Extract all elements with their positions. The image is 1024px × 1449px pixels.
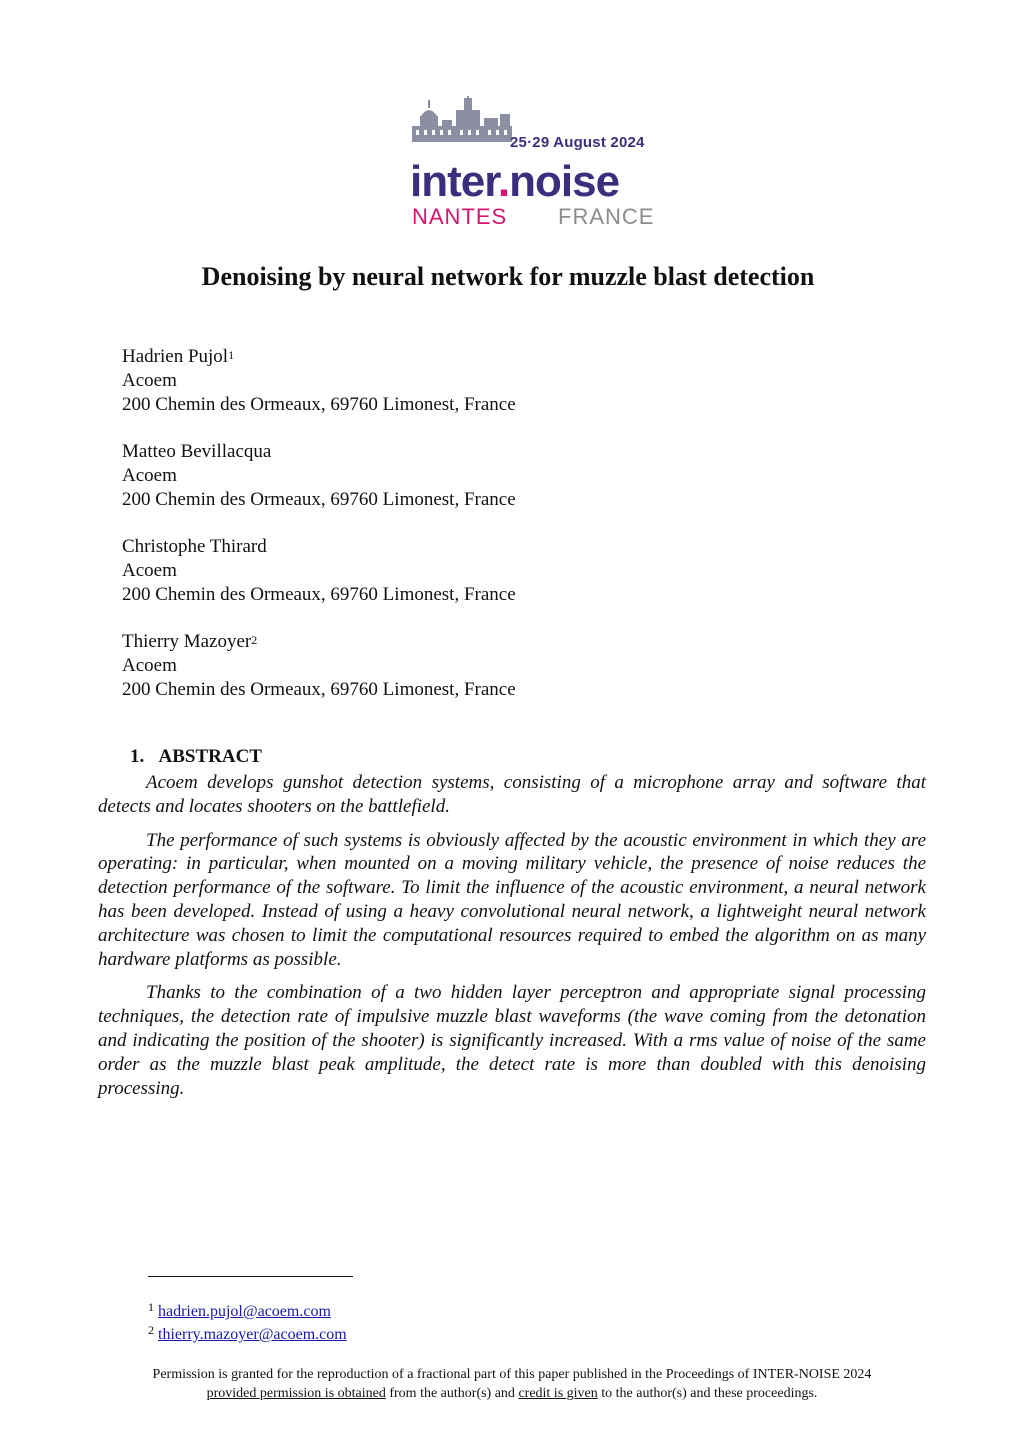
email-link[interactable]: hadrien.pujol@acoem.com xyxy=(158,1303,331,1320)
abstract-body xyxy=(98,771,926,1110)
section-number: 1. xyxy=(130,746,145,767)
author-address: 200 Chemin des Ormeaux, 69760 Limonest, France xyxy=(122,394,516,415)
author-address: 200 Chemin des Ormeaux, 69760 Limonest, France xyxy=(122,584,516,605)
permission-link-obtained: provided permission is obtained xyxy=(206,1386,386,1401)
logo-city: NANTES xyxy=(412,204,508,229)
section-heading xyxy=(130,746,262,768)
author-affiliation: Acoem xyxy=(122,560,177,581)
author-name: Thierry Mazoyer xyxy=(122,631,252,652)
skyline-icon xyxy=(412,96,512,142)
permission-line-2 xyxy=(0,1384,1024,1403)
logo-dot: . xyxy=(497,157,510,206)
conference-logo xyxy=(410,96,670,236)
email-link[interactable]: thierry.mazoyer@acoem.com xyxy=(158,1326,347,1343)
author-address: 200 Chemin des Ormeaux, 69760 Limonest, France xyxy=(122,679,516,700)
author-affiliation: Acoem xyxy=(122,465,177,486)
permission-text-mid: from the author(s) and xyxy=(385,1386,519,1401)
permission-line-1: Permission is granted for the reproduction of a fractional part of this paper published in the Proceedings of INTER-NOISE 2024 xyxy=(152,1367,872,1382)
author-block xyxy=(122,440,516,512)
abstract-paragraph: Thanks to the combination of a two hidden layer perceptron and appropriate signal processing techniques, the detection rate of impulsive muzzle blast waveforms (the wave coming from the detonation and indicating the position of the shooter) is significantly increased. With a rms value of noise of the same order as the muzzle blast peak amplitude, the detect rate is more than doubled with this denoising processing. xyxy=(98,982,926,1099)
logo-country: FRANCE xyxy=(558,204,655,229)
footnote xyxy=(148,1300,347,1323)
author-address: 200 Chemin des Ormeaux, 69760 Limonest, France xyxy=(122,489,516,510)
logo-word-noise: noise xyxy=(509,157,620,206)
footnote-mark: 1 xyxy=(228,348,235,362)
author-block xyxy=(122,345,516,417)
footnote-number: 2 xyxy=(148,1323,154,1337)
author-name: Hadrien Pujol xyxy=(122,346,229,367)
logo-wordmark xyxy=(410,156,619,208)
logo-word-inter: inter xyxy=(410,157,498,206)
footnote-mark: 2 xyxy=(251,633,258,647)
author-name: Christophe Thirard xyxy=(122,536,267,557)
permission-link-credit: credit is given xyxy=(518,1386,598,1401)
author-block xyxy=(122,630,516,702)
section-title: ABSTRACT xyxy=(158,746,262,767)
paper-title: Denoising by neural network for muzzle blast detection xyxy=(201,262,815,291)
author-list xyxy=(122,345,516,725)
author-block xyxy=(122,535,516,607)
permission-text-end: to the author(s) and these proceedings. xyxy=(597,1386,818,1401)
author-affiliation: Acoem xyxy=(122,655,177,676)
abstract-paragraph: The performance of such systems is obviously affected by the acoustic environment in which they are operating: in particular, when mounted on a moving military vehicle, the presence of noise reduces the detection performance of the software. To limit the influence of the acoustic environment, a neural network has been developed. Instead of using a heavy convolutional neural network, a lightweight neural network architecture was chosen to limit the computational resources required to embed the algorithm on as many hardware platforms as possible. xyxy=(98,829,926,970)
footnotes xyxy=(148,1300,347,1346)
permission-notice xyxy=(0,1365,1024,1403)
author-affiliation: Acoem xyxy=(122,370,177,391)
abstract-paragraph: Acoem develops gunshot detection systems, consisting of a microphone array and software that detects and locates shooters on the battlefield. xyxy=(98,772,926,817)
author-name: Matteo Bevillacqua xyxy=(122,441,272,462)
footnote-number: 1 xyxy=(148,1300,154,1314)
footnote-divider xyxy=(148,1276,353,1277)
footnote xyxy=(148,1323,347,1346)
logo-date: 25·29 August 2024 xyxy=(510,134,645,151)
